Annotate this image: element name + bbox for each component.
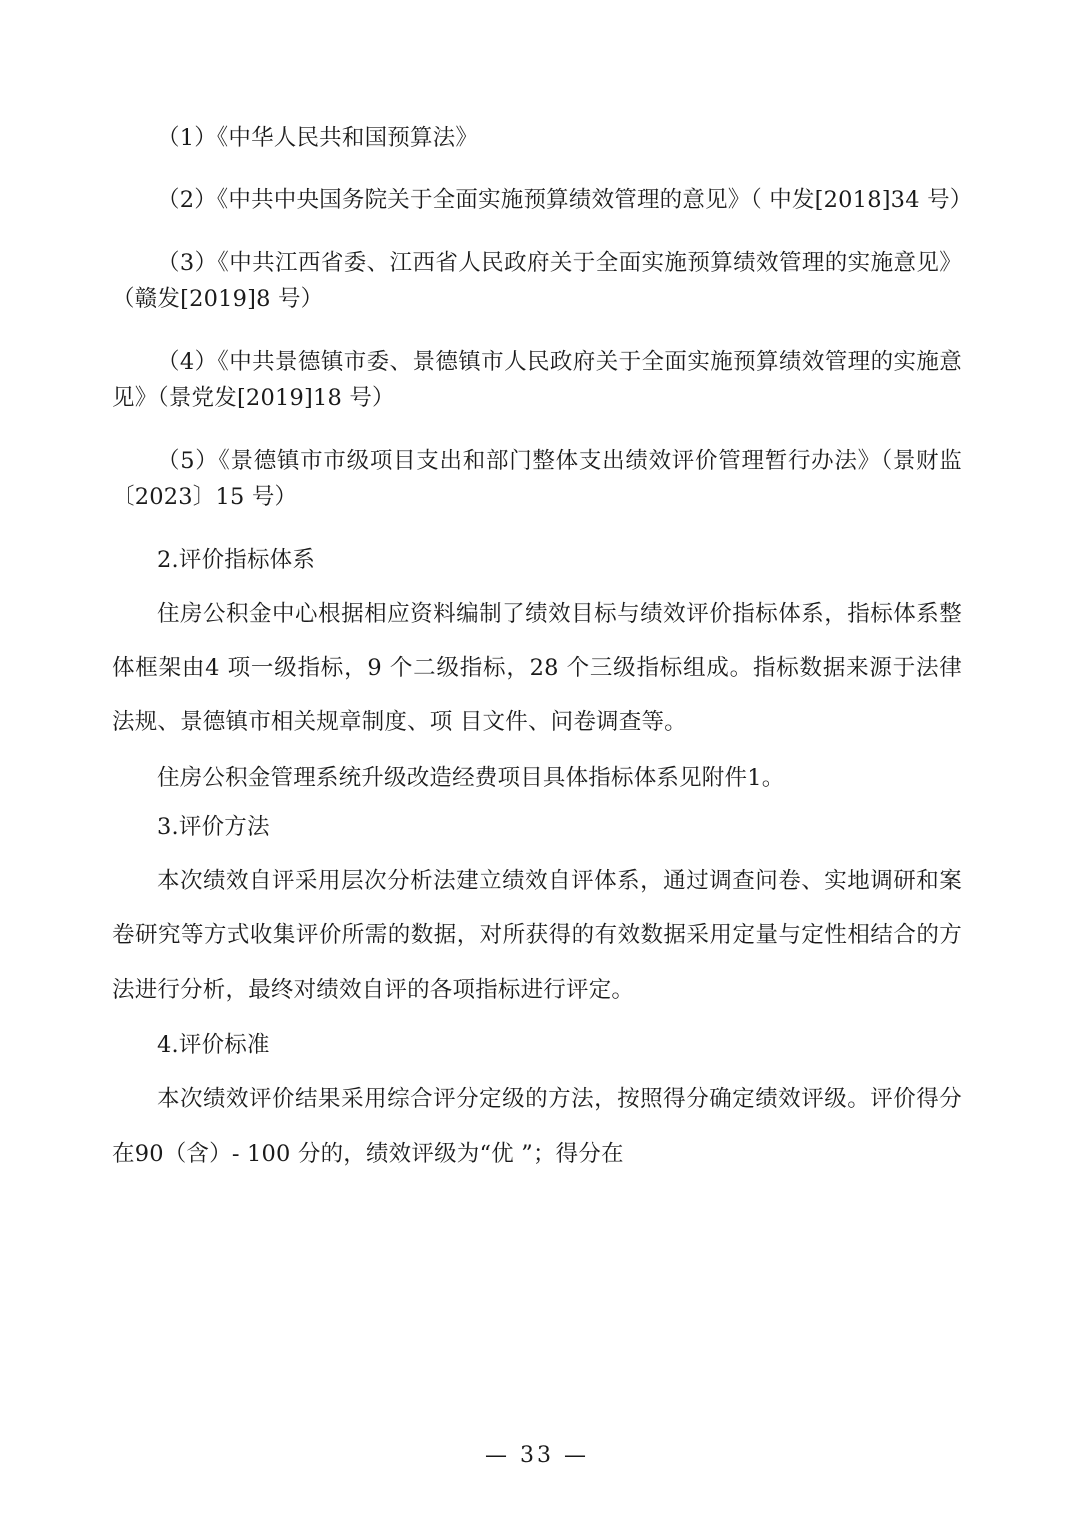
paragraph-indicator-system: 住房公积金中心根据相应资料编制了绩效目标与绩效评价指标体系，指标体系整体框架由4 项一级指标，9 个二级指标，28 个三级指标组成。指标数据来源于法律法规、景德镇市相关规章制度、项 目文件、问卷调查等。	[112, 600, 962, 736]
paragraph-evaluation-standard: 本次绩效评价结果采用综合评分定级的方法，按照得分确定绩效评级。评价得分在90（含）- 100 分的，绩效评级为“优 ”；得分在	[112, 1086, 962, 1167]
paragraph-reference-1: （1）《中华人民共和国预算法》	[157, 125, 479, 151]
section-spacer	[112, 526, 962, 538]
heading-evaluation-method: 3.评价方法	[157, 813, 270, 840]
page-number: — 33 —	[485, 1443, 589, 1468]
paragraph-reference-4: （4）《中共景德镇市委、景德镇市人民政府关于全面实施预算绩效管理的实施意见》（景党发[2019]18 号）	[112, 348, 962, 412]
heading-evaluation-indicator-system: 2.评价指标体系	[157, 546, 316, 573]
paragraph-reference-5: （5）《景德镇市市级项目支出和部门整体支出绩效评价管理暂行办法》（景财监〔2023〕15 号）	[112, 447, 962, 511]
paragraph-reference-2: （2）《中共中央国务院关于全面实施预算绩效管理的意见》（ 中发[2018]34 号）	[157, 187, 973, 214]
paragraph-appendix-reference: 住房公积金管理系统升级改造经费项目具体指标体系见附件1。	[157, 764, 785, 791]
paragraph-reference-3: （3）《中共江西省委、江西省人民政府关于全面实施预算绩效管理的实施意见》（赣发[2019]8 号）	[112, 249, 962, 313]
document-body	[112, 120, 973, 1181]
paragraph-evaluation-method: 本次绩效自评采用层次分析法建立绩效自评体系，通过调查问卷、实地调研和案卷研究等方式收集评价所需的数据，对所获得的有效数据采用定量与定性相结合的方法进行分析，最终对绩效自评的各项指标进行评定。	[112, 867, 962, 1003]
heading-evaluation-standard: 4.评价标准	[157, 1032, 270, 1059]
